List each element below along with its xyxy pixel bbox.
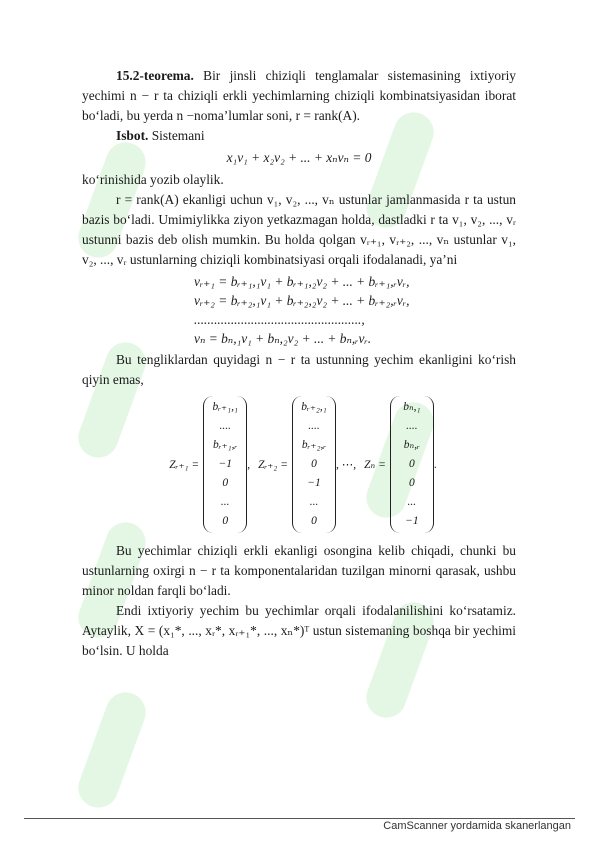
scanner-footer: CamScanner yordamida skanerlangan [383, 820, 571, 832]
proof-paragraph-2: r = rank(A) ekanligi uchun v₁, v₂, ..., vₙ ustunlar jamlanmasida r ta ustun bazis bo‘ladi. Umimiylikka ziyon yetkazmagan holda, dastladki r ta v₁, v₂, ..., vᵣ ustunni bazis deb olish mumkin. Bu holda qolgan vᵣ₊₁, vᵣ₊₂, ..., vₙ ustunlar v₁, v₂, ..., vᵣ ustunlarning chiziqli kombinatsiyasi orqali ifodalanadi, ya’ni [82, 192, 516, 267]
theorem-paragraph [82, 66, 516, 126]
footer-divider [24, 818, 575, 819]
watermark-shape [73, 687, 152, 813]
vector-separator: . [433, 458, 437, 471]
vector-label: Zᵣ₊₁ = [169, 458, 200, 471]
system-line: vₙ = bₙ,₁v₁ + bₙ,₂v₂ + ... + bₙ,ᵣvᵣ. [194, 331, 372, 346]
vector-separator: , ⋯, [336, 458, 357, 471]
proof-title: Isbot. [116, 128, 149, 143]
proof-paragraph-4: Bu yechimlar chiziqli erkli ekanligi osongina kelib chiqadi, chunki bu ustunlarning oxirgi n − r ta komponentalaridan tuzilgan minorni qarasak, ushbu minor noldan farqli bo‘ladi. [82, 543, 516, 598]
system-line: .................................................., [194, 312, 365, 327]
column-vector: bᵣ₊₁,₁ .... bᵣ₊₁,ᵣ −1 0 ... 0 [203, 396, 247, 533]
column-vector: bₙ,₁ .... bₙ,ᵣ 0 0 ... −1 [390, 396, 434, 533]
document-page [82, 66, 516, 661]
proof-paragraph-3: Bu tengliklardan quyidagi n − r ta ustunning yechim ekanligini ko‘rish qiyin emas, [82, 352, 516, 387]
vector-separator: , [247, 458, 251, 471]
system-line: vᵣ₊₁ = bᵣ₊₁,₁v₁ + bᵣ₊₁,₂v₂ + ... + bᵣ₊₁,ᵣvᵣ, [194, 274, 410, 289]
proof-paragraph-5: Endi ixtiyoriy yechim bu yechimlar orqali ifodalanilishini ko‘rsatamiz. Aytaylik, X = (x₁*, ..., xᵣ*, xᵣ₊₁*, ..., xₙ*)ᵀ ustun sistemaning boshqa bir yechimi bo‘lsin. U holda [82, 603, 516, 658]
theorem-title: 15.2-teorema. [116, 68, 194, 83]
vector-label: Zᵣ₊₂ = [258, 458, 289, 471]
solution-vectors [82, 396, 516, 533]
linear-combination-system [194, 272, 516, 348]
proof-after-equation: ko‘rinishida yozib olaylik. [82, 172, 224, 187]
proof-intro: Isbot. Sistemani [116, 128, 205, 143]
theorem-text: Bir jinsli chiziqli tenglamalar sistemasining ixtiyoriy yechimi n − r ta chiziqli erkli yechimlarning chiziqli kombinatsiyasidan iborat bo‘ladi, bu yerda n −noma’lumlar soni, r = rank(A). [82, 68, 516, 123]
equation-homogeneous: x₁v₁ + x₂v₂ + ... + xₙvₙ = 0 [226, 150, 372, 165]
vector-label: Zₙ = [364, 458, 386, 471]
system-line: vᵣ₊₂ = bᵣ₊₂,₁v₁ + bᵣ₊₂,₂v₂ + ... + bᵣ₊₂,ᵣvᵣ, [194, 293, 410, 308]
column-vector: bᵣ₊₂,₁ .... bᵣ₊₂,ᵣ 0 −1 ... 0 [292, 396, 336, 533]
